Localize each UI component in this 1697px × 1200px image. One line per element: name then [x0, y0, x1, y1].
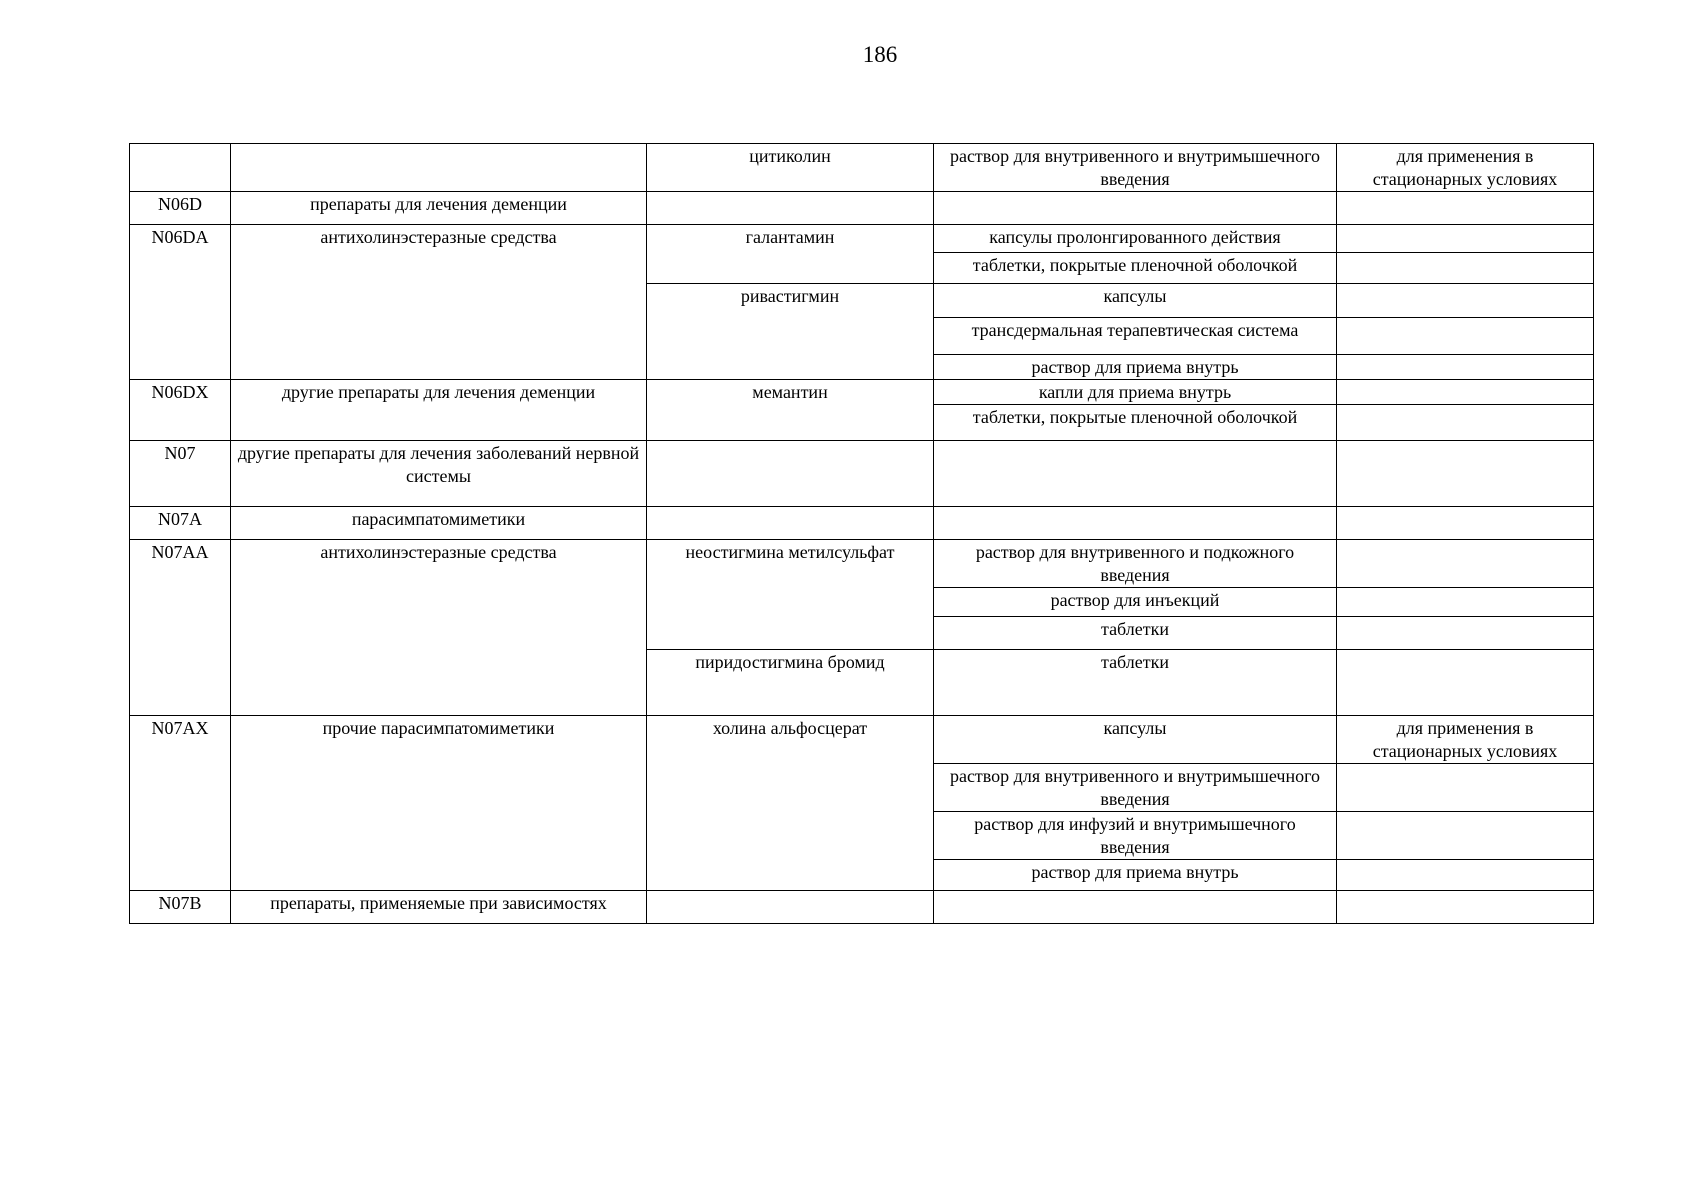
dosage-form-cell: раствор для внутривенного и внутримышечного введения [934, 764, 1337, 812]
note-cell [1337, 318, 1594, 355]
atc-code-cell: N07B [130, 891, 231, 924]
atc-group-cell: другие препараты для лечения заболеваний нервной системы [231, 441, 647, 507]
dosage-form-cell: капли для приема внутрь [934, 380, 1337, 405]
atc-code-cell: N07AA [130, 540, 231, 716]
dosage-form-cell: трансдермальная терапевтическая система [934, 318, 1337, 355]
atc-code-cell: N07A [130, 507, 231, 540]
dosage-form-cell: капсулы пролонгированного действия [934, 225, 1337, 253]
atc-group-cell: антихолинэстеразные средства [231, 225, 647, 380]
table-row [130, 507, 1594, 540]
drug-name-cell [647, 891, 934, 924]
atc-code-cell: N06D [130, 192, 231, 225]
drug-name-cell [647, 507, 934, 540]
page-number: 186 [862, 42, 898, 67]
note-cell [1337, 284, 1594, 318]
note-cell [1337, 225, 1594, 253]
note-cell [1337, 617, 1594, 650]
note-cell [1337, 540, 1594, 588]
atc-group-cell: другие препараты для лечения деменции [231, 380, 647, 441]
atc-group-cell: парасимпатомиметики [231, 507, 647, 540]
atc-group-cell: прочие парасимпатомиметики [231, 716, 647, 891]
drug-name-cell: мемантин [647, 380, 934, 441]
note-cell [1337, 891, 1594, 924]
atc-group-cell: препараты, применяемые при зависимостях [231, 891, 647, 924]
dosage-form-cell: раствор для инфузий и внутримышечного введения [934, 812, 1337, 860]
atc-code-cell: N07AX [130, 716, 231, 891]
dosage-form-cell [934, 891, 1337, 924]
table-row [130, 540, 1594, 588]
dosage-form-cell: раствор для внутривенного и подкожного введения [934, 540, 1337, 588]
dosage-form-cell: раствор для инъекций [934, 588, 1337, 617]
dosage-form-cell: таблетки [934, 617, 1337, 650]
table-row [130, 225, 1594, 253]
drug-table [129, 143, 1594, 924]
dosage-form-cell [934, 192, 1337, 225]
atc-code-cell: N06DA [130, 225, 231, 380]
dosage-form-cell: таблетки, покрытые пленочной оболочкой [934, 405, 1337, 441]
atc-group-cell [231, 144, 647, 192]
note-cell: для применения в стационарных условиях [1337, 144, 1594, 192]
atc-group-cell: препараты для лечения деменции [231, 192, 647, 225]
drug-name-cell [647, 441, 934, 507]
dosage-form-cell [934, 441, 1337, 507]
drug-name-cell: пиридостигмина бромид [647, 650, 934, 716]
table-row [130, 192, 1594, 225]
table-row [130, 144, 1594, 192]
note-cell [1337, 441, 1594, 507]
table-row [130, 441, 1594, 507]
note-cell [1337, 812, 1594, 860]
dosage-form-cell [934, 507, 1337, 540]
atc-code-cell: N06DX [130, 380, 231, 441]
note-cell [1337, 192, 1594, 225]
drug-name-cell: холина альфосцерат [647, 716, 934, 891]
note-cell [1337, 588, 1594, 617]
note-cell [1337, 253, 1594, 284]
note-cell [1337, 650, 1594, 716]
drug-name-cell: ривастигмин [647, 284, 934, 380]
drug-name-cell: галантамин [647, 225, 934, 284]
atc-code-cell [130, 144, 231, 192]
note-cell [1337, 860, 1594, 891]
table-row [130, 380, 1594, 405]
table-row [130, 716, 1594, 764]
atc-group-cell: антихолинэстеразные средства [231, 540, 647, 716]
drug-name-cell: цитиколин [647, 144, 934, 192]
drug-name-cell [647, 192, 934, 225]
dosage-form-cell: таблетки [934, 650, 1337, 716]
dosage-form-cell: таблетки, покрытые пленочной оболочкой [934, 253, 1337, 284]
note-cell [1337, 380, 1594, 405]
drug-name-cell: неостигмина метилсульфат [647, 540, 934, 650]
dosage-form-cell: капсулы [934, 284, 1337, 318]
note-cell [1337, 507, 1594, 540]
atc-code-cell: N07 [130, 441, 231, 507]
dosage-form-cell: капсулы [934, 716, 1337, 764]
dosage-form-cell: раствор для приема внутрь [934, 355, 1337, 380]
note-cell: для применения в стационарных условиях [1337, 716, 1594, 764]
note-cell [1337, 405, 1594, 441]
dosage-form-cell: раствор для приема внутрь [934, 860, 1337, 891]
table-row [130, 891, 1594, 924]
note-cell [1337, 764, 1594, 812]
dosage-form-cell: раствор для внутривенного и внутримышечного введения [934, 144, 1337, 192]
note-cell [1337, 355, 1594, 380]
